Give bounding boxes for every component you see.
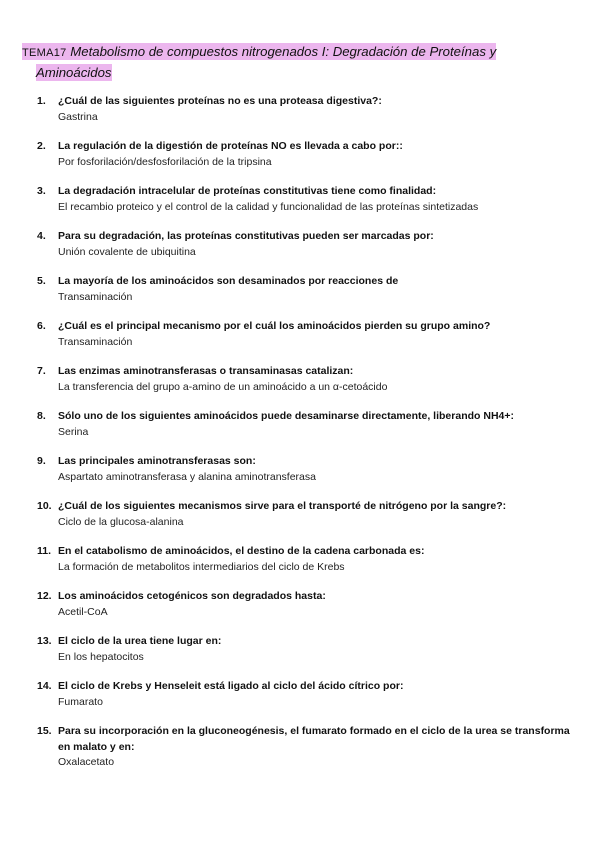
title-text-line-1: Metabolismo de compuestos nitrogenados I: Degradación de Proteínas y	[70, 44, 497, 59]
question-answer: Transaminación	[58, 290, 133, 303]
question-text: Las principales aminotransferasas son:	[58, 455, 256, 467]
question-number: 15.	[37, 725, 52, 737]
question-number: 1.	[37, 95, 46, 107]
question-text: ¿Cuál es el principal mecanismo por el cuál los aminoácidos pierden su grupo amino?	[58, 320, 491, 332]
document-title	[22, 42, 582, 83]
question-number: 5.	[37, 275, 46, 287]
question-text: Los aminoácidos cetogénicos son degradados hasta:	[58, 590, 326, 602]
question-text: ¿Cuál de los siguientes mecanismos sirve para el transporté de nitrógeno por la sangre?:	[58, 500, 507, 512]
question-item	[37, 319, 577, 350]
question-item	[37, 94, 577, 125]
question-item	[37, 634, 577, 665]
question-answer: Gastrina	[58, 110, 98, 123]
question-item	[37, 724, 577, 771]
question-number: 9.	[37, 455, 46, 467]
question-number: 7.	[37, 365, 46, 377]
question-answer: Serina	[58, 425, 89, 438]
question-answer: Oxalacetato	[58, 756, 115, 768]
question-text: Para su incorporación en la gluconeogénesis, el fumarato formado en el ciclo de la urea se transforma en malato y en:	[58, 725, 570, 753]
question-item	[37, 679, 577, 710]
question-number: 11.	[37, 545, 52, 557]
question-text: La regulación de la digestión de proteínas NO es llevada a cabo por::	[58, 140, 403, 152]
question-answer: Acetil-CoA	[58, 605, 108, 618]
question-number: 4.	[37, 230, 46, 242]
question-number: 14.	[37, 680, 52, 692]
question-number: 3.	[37, 185, 46, 197]
question-number: 8.	[37, 410, 46, 422]
question-answer: Ciclo de la glucosa-alanina	[58, 515, 184, 528]
question-text: Para su degradación, las proteínas constitutivas pueden ser marcadas por:	[58, 230, 434, 242]
title-line-1	[22, 42, 582, 63]
question-answer: En los hepatocitos	[58, 650, 144, 663]
question-text: Las enzimas aminotransferasas o transaminasas catalizan:	[58, 365, 354, 377]
question-text: En el catabolismo de aminoácidos, el destino de la cadena carbonada es:	[58, 545, 425, 557]
question-item	[37, 139, 577, 170]
question-answer: Por fosforilación/desfosforilación de la tripsina	[58, 155, 272, 168]
question-answer: Fumarato	[58, 695, 103, 708]
question-text: La mayoría de los aminoácidos son desaminados por reacciones de	[58, 275, 399, 287]
question-item	[37, 184, 577, 215]
question-text: La degradación intracelular de proteínas constitutivas tiene como finalidad:	[58, 185, 437, 197]
question-item	[37, 364, 577, 395]
question-list	[37, 94, 577, 785]
question-number: 6.	[37, 320, 46, 332]
question-text: El ciclo de la urea tiene lugar en:	[58, 635, 222, 647]
question-answer: Unión covalente de ubiquitina	[58, 245, 196, 258]
title-text-line-2: Aminoácidos	[36, 65, 112, 80]
question-answer: El recambio proteico y el control de la calidad y funcionalidad de las proteínas sintetizadas	[58, 200, 479, 213]
question-item	[37, 454, 577, 485]
question-number: 12.	[37, 590, 52, 602]
question-answer: Aspartato aminotransferasa y alanina aminotransferasa	[58, 470, 316, 483]
question-text: El ciclo de Krebs y Henseleit está ligado al ciclo del ácido cítrico por:	[58, 680, 404, 692]
question-text: ¿Cuál de las siguientes proteínas no es una proteasa digestiva?:	[58, 95, 382, 107]
question-item	[37, 589, 577, 620]
question-answer: La formación de metabolitos intermediarios del ciclo de Krebs	[58, 560, 345, 573]
question-number: 2.	[37, 140, 46, 152]
question-number: 13.	[37, 635, 52, 647]
question-item	[37, 229, 577, 260]
question-item	[37, 274, 577, 305]
question-text: Sólo uno de los siguientes aminoácidos puede desaminarse directamente, liberando NH4+:	[58, 410, 514, 422]
question-number: 10.	[37, 500, 52, 512]
title-line-2	[22, 63, 582, 83]
question-answer: Transaminación	[58, 335, 133, 348]
tema-label: TEMA17	[22, 47, 67, 59]
question-item	[37, 409, 577, 440]
question-item	[37, 544, 577, 575]
question-answer: La transferencia del grupo a-amino de un aminoácido a un α-cetoácido	[58, 380, 388, 393]
question-item	[37, 499, 577, 530]
